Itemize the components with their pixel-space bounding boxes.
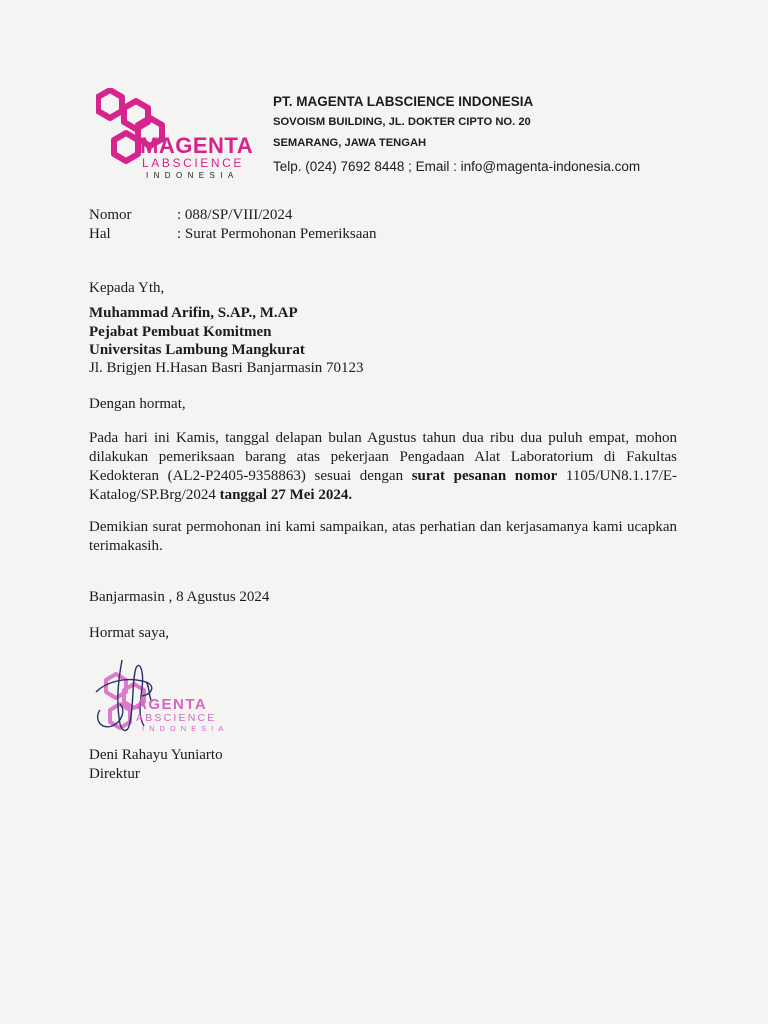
hal-value: : Surat Permohonan Pemeriksaan <box>177 226 377 242</box>
recipient-position: Pejabat Pembuat Komitmen <box>89 324 272 340</box>
hal-label: Hal <box>89 226 111 242</box>
company-name: PT. MAGENTA LABSCIENCE INDONESIA <box>273 94 534 109</box>
nomor-label: Nomor <box>89 207 132 223</box>
letterhead <box>273 92 640 178</box>
company-logo <box>96 88 256 183</box>
signer-title: Direktur <box>89 766 140 782</box>
p1-text: Pada hari ini Kamis, tanggal delapan bulan Agustus tahun dua ribu dua puluh empat, mohon dilakukan pemeriksaan barang atas pekerjaan Pengadaan Alat Laboratorium di Fakultas Kedokteran (AL2-P2405-9358863) sesuai dengan <box>89 430 677 484</box>
body-paragraph-1 <box>89 429 677 505</box>
salutation: Kepada Yth, <box>89 280 165 296</box>
recipient-name: Muhammad Arifin, S.AP., M.AP <box>89 305 298 321</box>
logo-wordmark <box>140 133 260 181</box>
signer-name: Deni Rahayu Yuniarto <box>89 747 223 763</box>
regards: Hormat saya, <box>89 625 169 641</box>
nomor-value: : 088/SP/VIII/2024 <box>177 207 293 223</box>
stamp-name: AGENTA <box>136 696 208 713</box>
logo-sub: LABSCIENCE <box>142 156 245 170</box>
stamp-sub: ABSCIENCE <box>136 712 217 724</box>
place-date: Banjarmasin , 8 Agustus 2024 <box>89 589 270 605</box>
p1-bold-order: surat pesanan nomor <box>411 468 558 484</box>
meta-nomor <box>89 206 292 225</box>
stamp-country: INDONESIA <box>142 724 229 733</box>
company-address-2: SEMARANG, JAWA TENGAH <box>273 137 427 149</box>
logo-name: MAGENTA <box>140 133 254 158</box>
company-address-1: SOVOISM BUILDING, JL. DOKTER CIPTO NO. 20 <box>273 116 531 128</box>
body-paragraph-2: Demikian surat permohonan ini kami sampaikan, atas perhatian dan kerjasamanya kami ucapkan terimakasih. <box>89 519 677 554</box>
meta-hal <box>89 225 377 244</box>
recipient-institution: Universitas Lambung Mangkurat <box>89 342 305 358</box>
p1-bold-date: tanggal 27 Mei 2024. <box>219 487 353 503</box>
signature-stamp <box>86 652 256 742</box>
logo-country: INDONESIA <box>146 171 239 180</box>
p1-order-number: 1105/UN8.1.17/E-Katalog/SP.Brg/2024 <box>89 468 677 503</box>
company-contact: Telp. (024) 7692 8448 ; Email : info@magenta-indonesia.com <box>273 159 641 174</box>
stamp-wordmark <box>136 698 228 734</box>
greeting: Dengan hormat, <box>89 396 186 412</box>
recipient-address: Jl. Brigjen H.Hasan Basri Banjarmasin 70123 <box>89 360 364 376</box>
